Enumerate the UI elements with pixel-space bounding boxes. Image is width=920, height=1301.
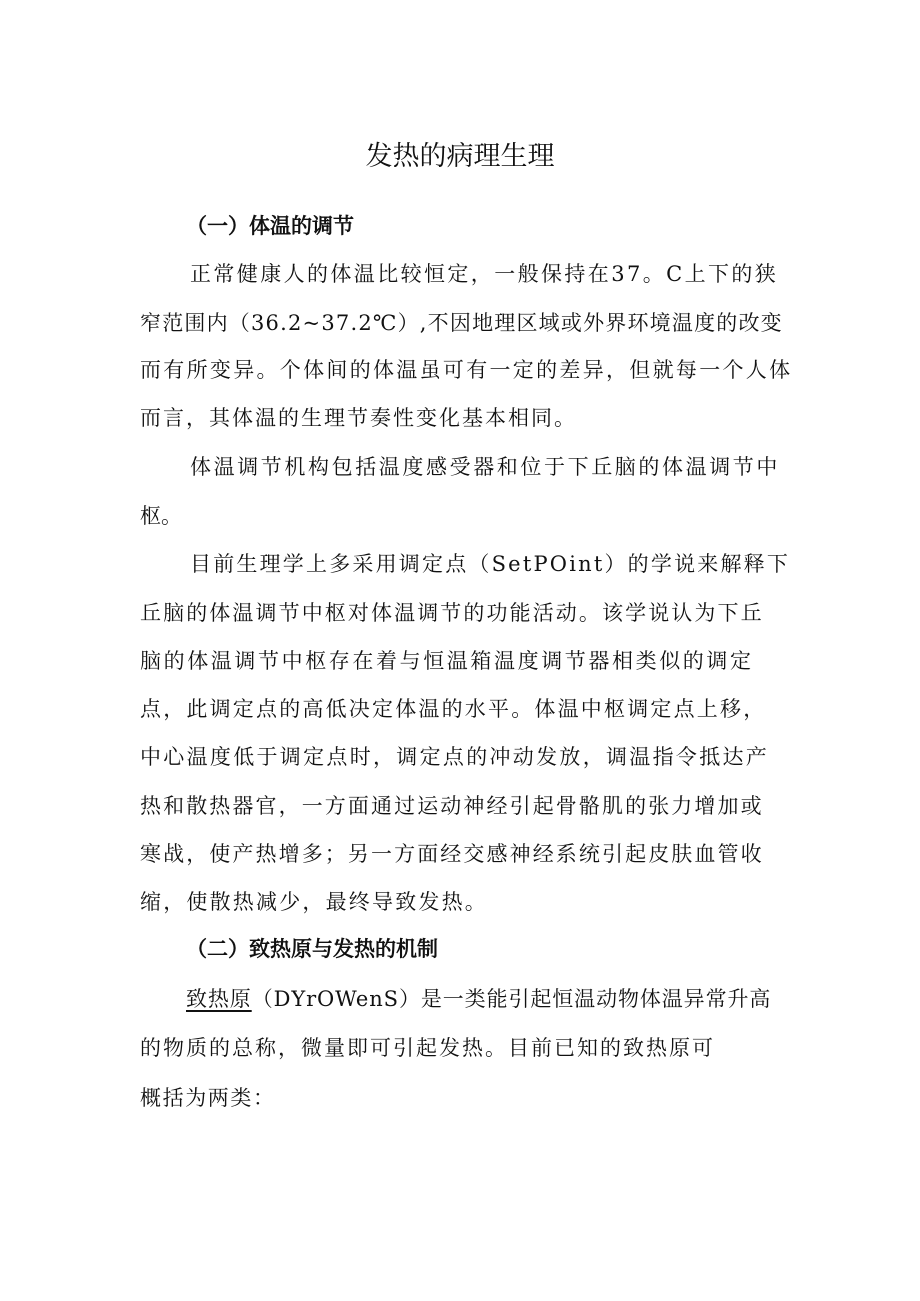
paragraph-line: 点，此调定点的高低决定体温的水平。体温中枢调定点上移，	[140, 697, 767, 721]
paragraph-line: 的物质的总称，微量即可引起发热。目前已知的致热原可	[140, 1036, 715, 1060]
paragraph-line: 而有所变异。个体间的体温虽可有一定的差异，但就每一个人体	[140, 358, 793, 382]
paragraph-line: 热和散热器官，一方面通过运动神经引起骨骼肌的张力增加或	[140, 794, 764, 818]
paragraph-line: 枢。	[140, 504, 182, 528]
paragraph-line: 概括为两类：	[140, 1086, 276, 1110]
document-title: 发热的病理生理	[365, 141, 555, 172]
paragraph-line-rest: （DYrOWenS）是一类能引起恒温动物体温异常升高	[251, 987, 772, 1011]
paragraph-line: 丘脑的体温调节中枢对体温调节的功能活动。该学说认为下丘	[140, 601, 764, 625]
paragraph-line: 中心温度低于调定点时，调定点的冲动发放，调温指令抵达产	[140, 745, 770, 769]
paragraph-line: 窄范围内（36.2~37.2℃）,不因地理区域或外界环境温度的改变	[140, 311, 783, 335]
section-2-heading: （二）致热原与发热的机制	[186, 936, 438, 961]
paragraph-line: 寒战，使产热增多；另一方面经交感神经系统引起皮肤血管收	[140, 842, 764, 866]
paragraph-line: 脑的体温调节中枢存在着与恒温箱温度调节器相类似的调定	[140, 649, 754, 673]
paragraph-line: 正常健康人的体温比较恒定，一般保持在37。C上下的狭	[190, 262, 779, 286]
paragraph-line: 体温调节机构包括温度感受器和位于下丘脑的体温调节中	[190, 455, 780, 479]
paragraph-line: 目前生理学上多采用调定点（SetPOint）的学说来解释下	[190, 552, 791, 576]
section-1-heading: （一）体温的调节	[186, 213, 354, 238]
term-pyrogen: 致热原	[186, 987, 252, 1011]
paragraph-line: 缩，使散热减少，最终导致发热。	[140, 890, 488, 914]
paragraph-line: 而言，其体温的生理节奏性变化基本相同。	[140, 406, 577, 430]
paragraph-line	[186, 986, 771, 1012]
